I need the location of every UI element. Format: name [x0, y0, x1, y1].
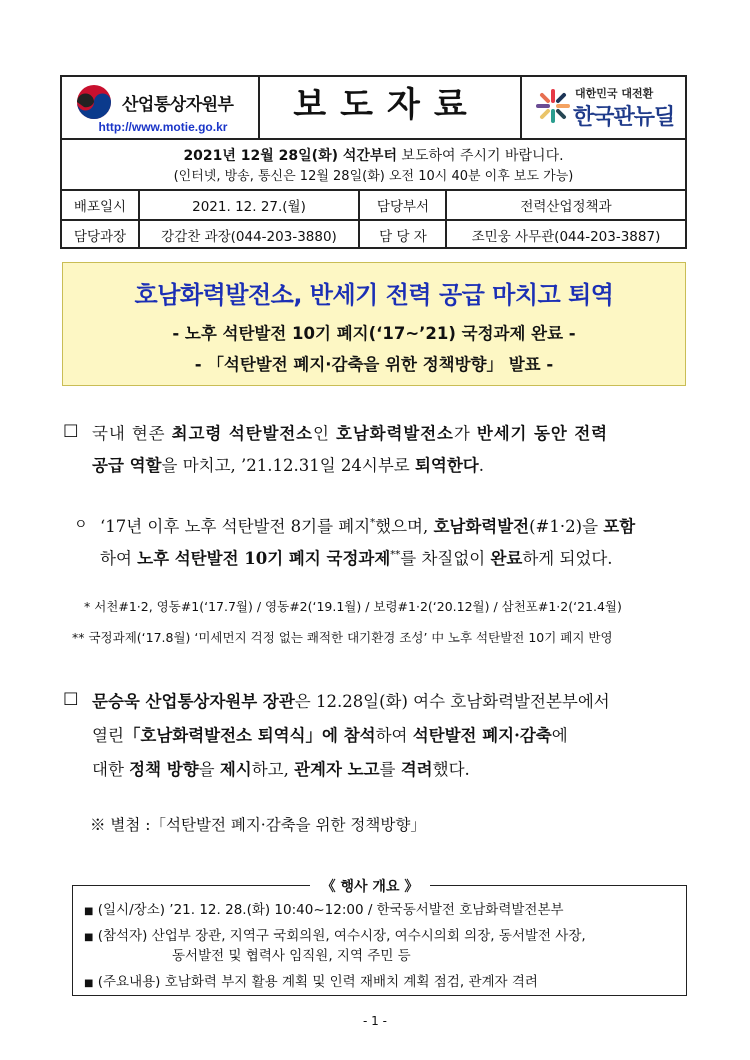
- taegeuk-emblem-icon: [74, 82, 114, 122]
- subheadline-1: - 노후 석탄발전 10기 폐지(‘17~’21) 국정과제 완료 -: [172, 324, 576, 343]
- korean-new-deal-logo: [535, 82, 685, 134]
- footnote-1: * 서천#1·2, 영동#1(‘17.7월) / 영동#2(‘19.1월) / 보령#1·2(‘20.12월) / 삼천포#1·2(‘21.4월): [84, 599, 622, 614]
- ministry-url-link[interactable]: http://www.motie.go.kr: [98, 120, 228, 134]
- manager: 강감찬 과장(044-203-3880): [161, 229, 337, 245]
- headline-title: 호남화력발전소, 반세기 전력 공급 마치고 퇴역: [134, 281, 614, 309]
- square-bullet-icon: ■: [84, 906, 94, 917]
- paragraph-2-line-1: 문승욱 산업통상자원부 장관은 12.28일(화) 여수 호남화력발전본부에서: [92, 692, 610, 711]
- footnote-2: ** 국정과제(‘17.8월) ‘미세먼지 걱정 없는 쾌적한 대기환경 조성’ 中 노후 석탄발전 10기 폐지 반영: [72, 630, 613, 645]
- manager-label: 담당과장: [73, 229, 127, 245]
- embargo-text: 보도하여 주시기 바랍니다.: [396, 148, 564, 164]
- square-bullet-icon: ■: [84, 978, 94, 989]
- embargo-notice: [62, 145, 685, 165]
- distribution-date: 2021. 12. 27.(월): [192, 199, 306, 215]
- staff: 조민웅 사무관(044-203-3887): [471, 229, 661, 245]
- paragraph-1-bullet: □: [63, 420, 79, 439]
- ministry-name: 산업통상자원부: [122, 95, 234, 115]
- subpoint-line-2: 하여 노후 석탄발전 10기 폐지 국정과제**를 차질없이 완료하게 되었다.: [100, 549, 613, 568]
- new-deal-burst-icon: [535, 88, 571, 124]
- embargo-time: 2021년 12월 28일(화) 석간부터: [183, 148, 397, 164]
- event-item-1: ■ (일시/장소) ’21. 12. 28.(화) 10:40~12:00 / 한국동서발전 호남화력발전본부: [84, 902, 564, 918]
- event-item-2-continued: 동서발전 및 협력사 임직원, 지역 주민 등: [172, 948, 411, 964]
- staff-label: 담 당 자: [379, 229, 427, 245]
- subpoint-bullet: ㅇ: [74, 517, 88, 533]
- paragraph-1-line-2: 공급 역할을 마치고, ’21.12.31일 24시부로 퇴역한다.: [92, 456, 484, 475]
- event-overview-title: 《 행사 개요 》: [310, 876, 430, 896]
- department: 전력산업정책과: [520, 199, 612, 215]
- document-type-title: 보도자료: [293, 85, 481, 125]
- brand-name: 한국판뉴딜: [573, 105, 675, 130]
- embargo-online-note: (인터넷, 방송, 통신은 12월 28일(화) 오전 10시 40분 이후 보도 가능): [173, 169, 574, 184]
- ministry-logo: [74, 82, 254, 122]
- event-item-3: ■ (주요내용) 호남화력 부지 활용 계획 및 인력 재배치 계획 점검, 관계자 격려: [84, 974, 538, 990]
- paragraph-2-line-2: 열린「호남화력발전소 퇴역식」에 참석하여 석탄발전 폐지·감축에: [92, 726, 568, 745]
- brand-slogan: 대한민국 대전환: [575, 87, 654, 100]
- attachment-note: ※ 별첨 :「석탄발전 폐지·감축을 위한 정책방향」: [90, 816, 426, 834]
- distribution-date-label: 배포일시: [73, 199, 127, 215]
- paragraph-2-line-3: 대한 정책 방향을 제시하고, 관계자 노고를 격려했다.: [92, 760, 470, 779]
- subheadline-2: - 「석탄발전 폐지·감축을 위한 정책방향」 발표 -: [194, 355, 554, 374]
- paragraph-1-line-1: 국내 현존 최고령 석탄발전소인 호남화력발전소가 반세기 동안 전력: [92, 424, 609, 443]
- event-item-2: ■ (참석자) 산업부 장관, 지역구 국회의원, 여수시장, 여수시의회 의장, 동서발전 사장,: [84, 928, 586, 944]
- paragraph-2-bullet: □: [63, 688, 79, 707]
- subpoint-line-1: ‘17년 이후 노후 석탄발전 8기를 폐지*했으며, 호남화력발전(#1·2)을 포함: [100, 517, 636, 536]
- square-bullet-icon: ■: [84, 932, 94, 943]
- department-label: 담당부서: [376, 199, 430, 215]
- page-number: - 1 -: [363, 1014, 387, 1028]
